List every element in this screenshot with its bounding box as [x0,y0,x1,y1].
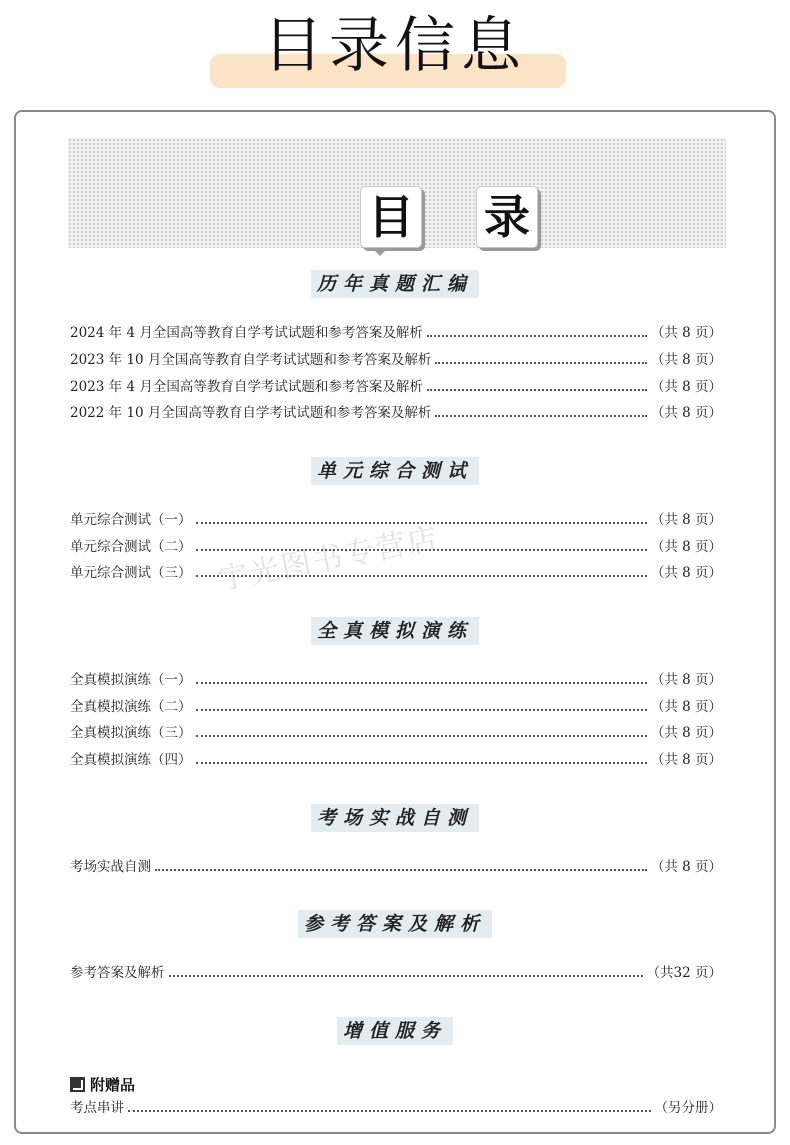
toc-entry-title: 2024 年 4 月全国高等教育自学考试试题和参考答案及解析 [70,325,423,341]
page-count: （共 8 页） [650,352,722,368]
page-count: （共32 页） [646,965,722,981]
section-title [16,270,774,300]
section-title [16,457,774,487]
dot-leader [155,869,647,871]
toc-row[interactable] [70,402,722,422]
toc-row[interactable] [70,536,722,556]
section-title-text: 参考答案及解析 [298,910,492,938]
toc-row[interactable] [70,962,722,982]
toc-entry-title: 单元综合测试（二） [70,539,192,555]
toc-entry-title: 考点串讲 [70,1100,124,1116]
page-count: （共 8 页） [650,859,722,875]
toc-heading-char-1: 目 [360,186,422,248]
toc-frame [14,110,776,1134]
page-count: （共 8 页） [650,379,722,395]
page-count: （共 8 页） [650,512,722,528]
section-title-text: 增值服务 [337,1017,453,1045]
toc-entry-title: 全真模拟演练（一） [70,672,192,688]
dot-leader [427,335,647,337]
section-title-text: 历年真题汇编 [311,270,479,298]
dot-leader [196,575,647,577]
page-count: （共 8 页） [650,672,722,688]
toc-row[interactable] [70,696,722,716]
gift-heading [70,1074,135,1094]
toc-entry-title: 2023 年 4 月全国高等教育自学考试试题和参考答案及解析 [70,379,423,395]
section-title [16,910,774,940]
toc-row[interactable] [70,1097,722,1117]
gift-label: 附赠品 [90,1075,136,1094]
toc-entry-title: 全真模拟演练（四） [70,752,192,768]
toc-heading-char-2: 录 [476,186,538,248]
dot-leader [435,415,646,417]
toc-entry-title: 2023 年 10 月全国高等教育自学考试试题和参考答案及解析 [70,352,432,368]
toc-row[interactable] [70,669,722,689]
arrow-box-icon [70,1077,85,1092]
dot-leader [435,362,646,364]
toc-row[interactable] [70,509,722,529]
dot-leader [196,762,647,764]
banner-title: 目录信息 [263,11,527,81]
page-banner [0,0,790,100]
section-title [16,1017,774,1047]
section-title [16,617,774,647]
speech-tail-icon [372,248,388,256]
toc-entry-title: 全真模拟演练（二） [70,699,192,715]
toc-row[interactable] [70,722,722,742]
dot-leader [196,682,647,684]
toc-row[interactable] [70,322,722,342]
watermark: 宇光图书专营店 [215,520,442,598]
dot-leader [196,735,647,737]
toc-entry-title: 2022 年 10 月全国高等教育自学考试试题和参考答案及解析 [70,405,432,421]
section-title-text: 全真模拟演练 [311,617,479,645]
toc-entry-title: 单元综合测试（三） [70,565,192,581]
toc-entry-title: 全真模拟演练（三） [70,725,192,741]
page-count: （共 8 页） [650,752,722,768]
dot-leader [169,975,643,977]
section-title-text: 考场实战自测 [311,804,479,832]
toc-row[interactable] [70,749,722,769]
page-count: （共 8 页） [650,565,722,581]
dot-leader [196,522,647,524]
dot-leader [427,389,647,391]
toc-row[interactable] [70,562,722,582]
dot-leader [128,1110,651,1112]
toc-row[interactable] [70,349,722,369]
page-count: （共 8 页） [650,725,722,741]
section-title [16,804,774,834]
toc-entry-title: 单元综合测试（一） [70,512,192,528]
toc-entry-title: 考场实战自测 [70,859,151,875]
toc-header-band [68,138,726,248]
page-count: （共 8 页） [650,539,722,555]
page-count: （共 8 页） [650,405,722,421]
toc-row[interactable] [70,376,722,396]
dot-leader [196,549,647,551]
page-count: （共 8 页） [650,325,722,341]
toc-entry-title: 参考答案及解析 [70,965,165,981]
page-count: （另分册） [654,1100,722,1116]
toc-row[interactable] [70,856,722,876]
section-title-text: 单元综合测试 [311,457,479,485]
page-count: （共 8 页） [650,699,722,715]
dot-leader [196,709,647,711]
